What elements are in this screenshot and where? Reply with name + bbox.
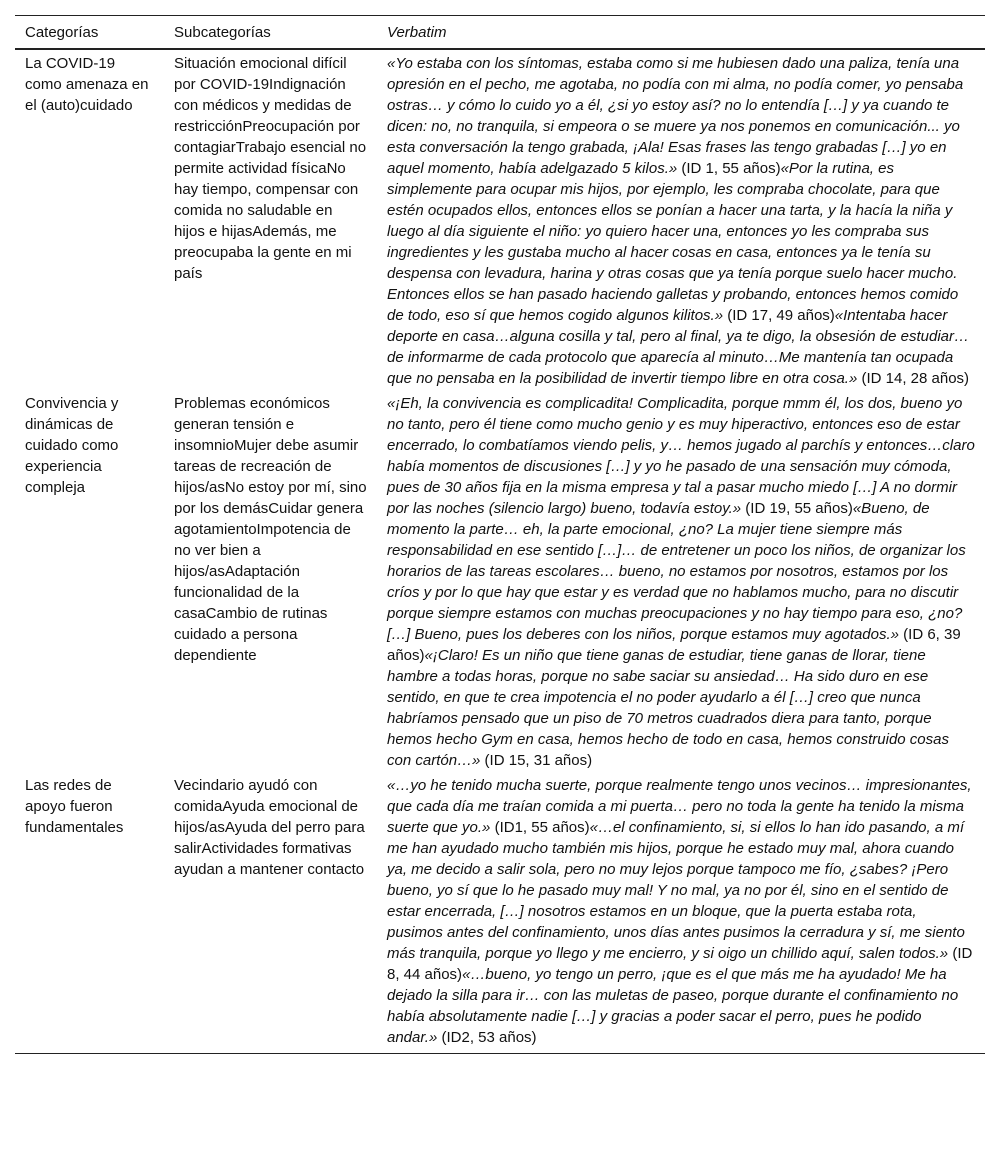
- quote-text: «¡Claro! Es un niño que tiene ganas de estudiar, tiene ganas de llorar, tiene hambre a todas horas, porque no sabe saciar su ansiedad… Ha sido duro en ese sentido, en que te crea impotencia el no poder ayudarlo a él […] creo que nunca habríamos pensado que un piso de 70 metros cuadrados diera para tanto, porque hemos hecho Gym en casa, hemos hecho de todo en casa, hemos construido cosas con cartón…»: [387, 647, 949, 769]
- quote-text: «¡Eh, la convivencia es complicadita! Complicadita, porque mmm él, los dos, bueno yo no tanto, pero él tiene como mucho genio y es muy hiperactivo, entonces eso de estar encerrado, lo combatíamos viendo pelis, y… hemos jugado al parchís y entonces…claro había momentos de discusiones […] y yo he pasado de una sensación muy cómoda, pues de 30 años fija en la misma empresa y tal a pasar mucho miedo […] A no dormir por las noches (silencio largo) bueno, todavía estoy.»: [387, 395, 975, 517]
- subcategorias-cell: Problemas económicos generan tensión e insomnioMujer debe asumir tareas de recreación de hijos/asNo estoy por mí, sino por los demásCuidar genera agotamientoImpotencia de no ver bien a hijos/asAdaptación funcionalidad de la casaCambio de rutinas cuidado a persona dependiente: [174, 395, 367, 664]
- table-row: [15, 772, 985, 1054]
- quote-source: (ID 17, 49 años): [723, 307, 835, 324]
- categoria-cell: La COVID-19 como amenaza en el (auto)cuidado: [25, 55, 149, 114]
- header-verbatim: Verbatim: [387, 24, 447, 41]
- categoria-cell: Las redes de apoyo fueron fundamentales: [25, 777, 124, 836]
- quote-source: (ID2, 53 años): [437, 1029, 537, 1046]
- quote-text: «Intentaba hacer deporte en casa…alguna cosilla y tal, pero al final, ya te digo, la obsesión de estudiar…de informarme de cada protocolo que aparecía al minuto…Me mantenía tan ocupada que no pensaba en la posibilidad de invertir tiempo libre en otra cosa.»: [387, 307, 970, 387]
- results-table-container: [15, 15, 985, 1054]
- verbatim-cell: [377, 49, 985, 390]
- results-table: [15, 15, 985, 1054]
- quote-source: (ID 15, 31 años): [480, 752, 593, 769]
- quote-text: «Por la rutina, es simplemente para ocupar mis hijos, por ejemplo, les compraba chocolate, para que estén ocupados ellos, entonces ellos se ponían a hacer una tarta, y la hacía la niña y luego al día siguiente el niño: yo quiero hacer una, entonces yo les compraba sus ingredientes y les gustaba mucho al hacer cosas en casa, entonces ya le tenía su despensa con levadura, harina y otras cosas que ya tenía porque suelo hacer mucho. Entonces ellos se han pasado haciendo galletas y probando, entonces hemos comido de todo, eso sí que hemos cogido algunos kilitos.»: [387, 160, 959, 324]
- quote-text: «…yo he tenido mucha suerte, porque realmente tengo unos vecinos… impresionantes, que cada día me traían comida a mi puerta… pero no toda la gente ha tenido la misma suerte que yo.»: [387, 777, 972, 836]
- subcategorias-cell: Vecindario ayudó con comidaAyuda emocional de hijos/asAyuda del perro para salirActividades formativas ayudan a mantener contacto: [174, 777, 365, 878]
- quote-text: «Yo estaba con los síntomas, estaba como si me hubiesen dado una paliza, tenía una opresión en el pecho, me agotaba, no podía con mi alma, no podía comer, yo pensaba ostras… y cómo lo cuido yo a él, ¿si yo estoy así? no lo entendía […] y ya cuando te dicen: no, no tranquila, si empeora o se muere ya nos ponemos en comunicación... yo esta conversación la tengo grabada, ¡Ala! Esas frases las tengo grabadas […] yo en aquel momento, había adelgazado 5 kilos.»: [387, 55, 964, 177]
- quote-source: (ID1, 55 años): [490, 819, 590, 836]
- quote-source: (ID 1, 55 años): [677, 160, 781, 177]
- header-subcategorias: Subcategorías: [174, 24, 271, 41]
- table-body: [15, 49, 985, 1054]
- quote-source: (ID 14, 28 años): [857, 370, 970, 387]
- table-header: [15, 16, 985, 50]
- verbatim-cell: [377, 772, 985, 1054]
- categoria-cell: Convivencia y dinámicas de cuidado como experiencia compleja: [25, 395, 119, 496]
- quote-text: «Bueno, de momento la parte… eh, la parte emocional, ¿no? La mujer tiene siempre más responsabilidad en ese sentido […]… de entretener un poco los niños, de organizar los horarios de las tareas escolares… bueno, no estamos por nosotros, estamos por los críos y por lo que hay que estar y es verdad que no hablamos mucho, para no discutir porque siempre estamos con muchas preocupaciones y no hay tiempo para eso, ¿no? […] Bueno, pues los deberes con los niños, porque estamos muy agotados.»: [387, 500, 966, 643]
- quote-text: «…bueno, yo tengo un perro, ¡que es el que más me ha ayudado! Me ha dejado la silla para ir… con las muletas de paseo, porque durante el confinamiento no había absolutamente nadie […] y gracias a poder sacar el perro, pues he podido andar.»: [387, 966, 959, 1046]
- quote-source: (ID 19, 55 años): [741, 500, 853, 517]
- quote-text: «…el confinamiento, si, si ellos lo han ido pasando, a mí me han ayudado mucho también mis hijos, porque he estado muy mal, ahora cuando ya, me decido a salir sola, pero no muy lejos porque tampoco me fío, ¿sabes? ¡Pero bueno, yo sí que lo he pasado muy mal! Y no mal, ya no por él, sino en el sentido de estar encerrada, […] nosotros estamos en un bloque, que la puerta estaba rota, pusimos antes del confinamiento, unos días antes pusimos la cerradura y sí, me siento más tranquila, porque yo llego y me encierro, y si oigo un chillido aquí, salen todos.»: [387, 819, 965, 962]
- table-row: [15, 390, 985, 772]
- header-row: [15, 16, 985, 50]
- verbatim-cell: [377, 390, 985, 772]
- header-categorias: Categorías: [25, 24, 99, 41]
- subcategorias-cell: Situación emocional difícil por COVID-19Indignación con médicos y medidas de restricciónPreocupación por contagiarTrabajo esencial no permite actividad físicaNo hay tiempo, compensar con comida no saludable en hijos e hijasAdemás, me preocupaba la gente en mi país: [174, 55, 367, 282]
- table-row: [15, 49, 985, 390]
- quote-source: (ID 6, 39 años): [387, 626, 961, 664]
- quote-source: (ID 8, 44 años): [387, 945, 973, 983]
